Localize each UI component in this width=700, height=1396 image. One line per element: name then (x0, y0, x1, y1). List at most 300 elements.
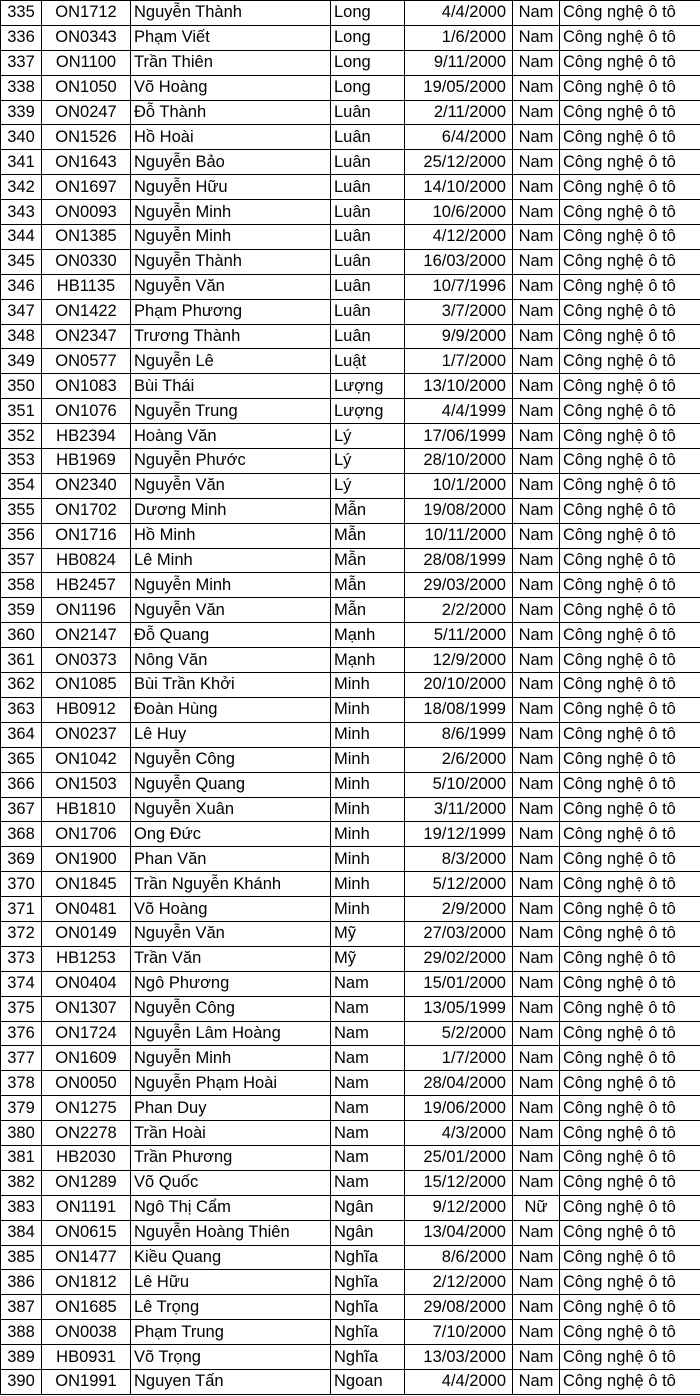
birth-date-cell: 8/3/2000 (405, 847, 513, 872)
major-cell: Công nghệ ô tô (560, 50, 700, 75)
given-name-cell: Nam (331, 1170, 405, 1195)
birth-date-cell: 29/08/2000 (405, 1295, 513, 1320)
family-and-middle-name-cell: Nguyễn Hoàng Thiên (131, 1220, 331, 1245)
table-row (1, 1270, 700, 1295)
major-cell: Công nghệ ô tô (560, 424, 700, 449)
given-name-cell: Long (331, 75, 405, 100)
student-code-cell: ON1716 (42, 523, 131, 548)
gender-cell: Nam (513, 1046, 560, 1071)
row-number-cell: 370 (1, 872, 42, 897)
given-name-cell: Mạnh (331, 623, 405, 648)
major-cell: Công nghệ ô tô (560, 100, 700, 125)
birth-date-cell: 4/3/2000 (405, 1121, 513, 1146)
student-code-cell: ON1275 (42, 1096, 131, 1121)
table-row (1, 274, 700, 299)
gender-cell: Nam (513, 399, 560, 424)
gender-cell: Nam (513, 225, 560, 250)
major-cell: Công nghệ ô tô (560, 1345, 700, 1370)
major-cell: Công nghệ ô tô (560, 150, 700, 175)
table-row (1, 424, 700, 449)
given-name-cell: Ngân (331, 1195, 405, 1220)
row-number-cell: 350 (1, 374, 42, 399)
gender-cell: Nam (513, 349, 560, 374)
given-name-cell: Mẫn (331, 598, 405, 623)
birth-date-cell: 28/08/1999 (405, 548, 513, 573)
table-row (1, 299, 700, 324)
gender-cell: Nam (513, 598, 560, 623)
row-number-cell: 363 (1, 697, 42, 722)
student-code-cell: ON0404 (42, 971, 131, 996)
birth-date-cell: 27/03/2000 (405, 921, 513, 946)
major-cell: Công nghệ ô tô (560, 274, 700, 299)
birth-date-cell: 28/10/2000 (405, 449, 513, 474)
gender-cell: Nam (513, 249, 560, 274)
birth-date-cell: 7/10/2000 (405, 1320, 513, 1345)
major-cell: Công nghệ ô tô (560, 1320, 700, 1345)
row-number-cell: 378 (1, 1071, 42, 1096)
given-name-cell: Nam (331, 996, 405, 1021)
birth-date-cell: 13/05/1999 (405, 996, 513, 1021)
major-cell: Công nghệ ô tô (560, 225, 700, 250)
major-cell: Công nghệ ô tô (560, 498, 700, 523)
gender-cell: Nam (513, 673, 560, 698)
major-cell: Công nghệ ô tô (560, 1, 700, 26)
row-number-cell: 366 (1, 772, 42, 797)
family-and-middle-name-cell: Nguyễn Trung (131, 399, 331, 424)
table-row (1, 1021, 700, 1046)
table-row (1, 1170, 700, 1195)
given-name-cell: Long (331, 25, 405, 50)
family-and-middle-name-cell: Nguyen Tấn (131, 1369, 331, 1394)
gender-cell: Nam (513, 996, 560, 1021)
major-cell: Công nghệ ô tô (560, 25, 700, 50)
given-name-cell: Luân (331, 150, 405, 175)
gender-cell: Nam (513, 1145, 560, 1170)
family-and-middle-name-cell: Ngô Thị Cẩm (131, 1195, 331, 1220)
gender-cell: Nam (513, 847, 560, 872)
table-row (1, 1245, 700, 1270)
family-and-middle-name-cell: Nguyễn Bảo (131, 150, 331, 175)
table-row (1, 1145, 700, 1170)
birth-date-cell: 14/10/2000 (405, 175, 513, 200)
row-number-cell: 358 (1, 573, 42, 598)
gender-cell: Nam (513, 1071, 560, 1096)
row-number-cell: 381 (1, 1145, 42, 1170)
given-name-cell: Luân (331, 225, 405, 250)
row-number-cell: 377 (1, 1046, 42, 1071)
table-row (1, 946, 700, 971)
student-code-cell: ON0093 (42, 200, 131, 225)
birth-date-cell: 5/12/2000 (405, 872, 513, 897)
gender-cell: Nam (513, 1170, 560, 1195)
given-name-cell: Minh (331, 747, 405, 772)
birth-date-cell: 19/06/2000 (405, 1096, 513, 1121)
table-row (1, 847, 700, 872)
student-table-body (1, 1, 700, 1395)
student-code-cell: ON1289 (42, 1170, 131, 1195)
family-and-middle-name-cell: Trần Văn (131, 946, 331, 971)
major-cell: Công nghệ ô tô (560, 324, 700, 349)
student-code-cell: ON1385 (42, 225, 131, 250)
birth-date-cell: 1/7/2000 (405, 1046, 513, 1071)
gender-cell: Nam (513, 797, 560, 822)
birth-date-cell: 4/4/2000 (405, 1369, 513, 1394)
table-row (1, 449, 700, 474)
student-code-cell: ON1526 (42, 125, 131, 150)
birth-date-cell: 9/9/2000 (405, 324, 513, 349)
student-code-cell: ON1712 (42, 1, 131, 26)
row-number-cell: 349 (1, 349, 42, 374)
table-row (1, 1195, 700, 1220)
major-cell: Công nghệ ô tô (560, 946, 700, 971)
student-code-cell: ON1196 (42, 598, 131, 623)
student-code-cell: ON1191 (42, 1195, 131, 1220)
major-cell: Công nghệ ô tô (560, 573, 700, 598)
table-row (1, 324, 700, 349)
major-cell: Công nghệ ô tô (560, 996, 700, 1021)
gender-cell: Nam (513, 299, 560, 324)
student-code-cell: ON1083 (42, 374, 131, 399)
table-row (1, 1046, 700, 1071)
major-cell: Công nghệ ô tô (560, 797, 700, 822)
given-name-cell: Minh (331, 673, 405, 698)
family-and-middle-name-cell: Nguyễn Hữu (131, 175, 331, 200)
given-name-cell: Minh (331, 697, 405, 722)
family-and-middle-name-cell: Nguyễn Xuân (131, 797, 331, 822)
student-code-cell: ON0050 (42, 1071, 131, 1096)
gender-cell: Nam (513, 473, 560, 498)
birth-date-cell: 4/4/1999 (405, 399, 513, 424)
row-number-cell: 335 (1, 1, 42, 26)
major-cell: Công nghệ ô tô (560, 1369, 700, 1394)
row-number-cell: 365 (1, 747, 42, 772)
birth-date-cell: 3/7/2000 (405, 299, 513, 324)
row-number-cell: 345 (1, 249, 42, 274)
given-name-cell: Lý (331, 473, 405, 498)
table-row (1, 971, 700, 996)
major-cell: Công nghệ ô tô (560, 971, 700, 996)
table-row (1, 225, 700, 250)
row-number-cell: 344 (1, 225, 42, 250)
family-and-middle-name-cell: Nguyễn Văn (131, 473, 331, 498)
major-cell: Công nghệ ô tô (560, 249, 700, 274)
student-code-cell: ON2147 (42, 623, 131, 648)
given-name-cell: Lượng (331, 399, 405, 424)
student-code-cell: HB2030 (42, 1145, 131, 1170)
gender-cell: Nam (513, 1121, 560, 1146)
family-and-middle-name-cell: Phạm Viết (131, 25, 331, 50)
row-number-cell: 388 (1, 1320, 42, 1345)
major-cell: Công nghệ ô tô (560, 1046, 700, 1071)
given-name-cell: Luân (331, 100, 405, 125)
birth-date-cell: 2/9/2000 (405, 897, 513, 922)
table-row (1, 1, 700, 26)
family-and-middle-name-cell: Dương Minh (131, 498, 331, 523)
row-number-cell: 372 (1, 921, 42, 946)
table-row (1, 349, 700, 374)
major-cell: Công nghệ ô tô (560, 1270, 700, 1295)
row-number-cell: 337 (1, 50, 42, 75)
family-and-middle-name-cell: Lê Minh (131, 548, 331, 573)
birth-date-cell: 2/12/2000 (405, 1270, 513, 1295)
birth-date-cell: 10/7/1996 (405, 274, 513, 299)
given-name-cell: Minh (331, 897, 405, 922)
birth-date-cell: 1/6/2000 (405, 25, 513, 50)
student-code-cell: ON0481 (42, 897, 131, 922)
major-cell: Công nghệ ô tô (560, 75, 700, 100)
family-and-middle-name-cell: Nguyễn Công (131, 996, 331, 1021)
student-code-cell: ON0343 (42, 25, 131, 50)
row-number-cell: 355 (1, 498, 42, 523)
row-number-cell: 353 (1, 449, 42, 474)
given-name-cell: Luân (331, 299, 405, 324)
birth-date-cell: 25/01/2000 (405, 1145, 513, 1170)
table-row (1, 1369, 700, 1394)
family-and-middle-name-cell: Nguyễn Minh (131, 200, 331, 225)
given-name-cell: Mỹ (331, 946, 405, 971)
given-name-cell: Minh (331, 772, 405, 797)
major-cell: Công nghệ ô tô (560, 697, 700, 722)
student-code-cell: ON1422 (42, 299, 131, 324)
table-row (1, 200, 700, 225)
birth-date-cell: 4/12/2000 (405, 225, 513, 250)
family-and-middle-name-cell: Phan Duy (131, 1096, 331, 1121)
gender-cell: Nam (513, 548, 560, 573)
student-code-cell: ON1991 (42, 1369, 131, 1394)
given-name-cell: Nghĩa (331, 1295, 405, 1320)
given-name-cell: Nghĩa (331, 1320, 405, 1345)
gender-cell: Nam (513, 897, 560, 922)
gender-cell: Nam (513, 1096, 560, 1121)
table-row (1, 1320, 700, 1345)
given-name-cell: Nam (331, 1096, 405, 1121)
table-row (1, 822, 700, 847)
major-cell: Công nghệ ô tô (560, 747, 700, 772)
gender-cell: Nam (513, 523, 560, 548)
family-and-middle-name-cell: Nguyễn Công (131, 747, 331, 772)
table-row (1, 1071, 700, 1096)
row-number-cell: 379 (1, 1096, 42, 1121)
row-number-cell: 374 (1, 971, 42, 996)
given-name-cell: Nam (331, 1121, 405, 1146)
given-name-cell: Nam (331, 1071, 405, 1096)
birth-date-cell: 8/6/2000 (405, 1245, 513, 1270)
family-and-middle-name-cell: Nguyễn Thành (131, 249, 331, 274)
row-number-cell: 339 (1, 100, 42, 125)
row-number-cell: 338 (1, 75, 42, 100)
given-name-cell: Luân (331, 175, 405, 200)
gender-cell: Nữ (513, 1195, 560, 1220)
major-cell: Công nghệ ô tô (560, 1295, 700, 1320)
table-row (1, 722, 700, 747)
gender-cell: Nam (513, 1320, 560, 1345)
family-and-middle-name-cell: Phạm Trung (131, 1320, 331, 1345)
major-cell: Công nghệ ô tô (560, 548, 700, 573)
family-and-middle-name-cell: Võ Hoàng (131, 75, 331, 100)
row-number-cell: 356 (1, 523, 42, 548)
gender-cell: Nam (513, 1220, 560, 1245)
family-and-middle-name-cell: Nguyễn Phước (131, 449, 331, 474)
given-name-cell: Nam (331, 971, 405, 996)
gender-cell: Nam (513, 374, 560, 399)
gender-cell: Nam (513, 573, 560, 598)
family-and-middle-name-cell: Nguyễn Phạm Hoài (131, 1071, 331, 1096)
gender-cell: Nam (513, 424, 560, 449)
major-cell: Công nghệ ô tô (560, 1170, 700, 1195)
table-row (1, 50, 700, 75)
family-and-middle-name-cell: Đỗ Quang (131, 623, 331, 648)
student-code-cell: ON0577 (42, 349, 131, 374)
gender-cell: Nam (513, 1295, 560, 1320)
student-code-cell: ON1702 (42, 498, 131, 523)
row-number-cell: 364 (1, 722, 42, 747)
student-code-cell: HB1253 (42, 946, 131, 971)
family-and-middle-name-cell: Võ Quốc (131, 1170, 331, 1195)
birth-date-cell: 13/04/2000 (405, 1220, 513, 1245)
row-number-cell: 371 (1, 897, 42, 922)
row-number-cell: 347 (1, 299, 42, 324)
major-cell: Công nghệ ô tô (560, 1220, 700, 1245)
family-and-middle-name-cell: Bùi Thái (131, 374, 331, 399)
table-row (1, 75, 700, 100)
gender-cell: Nam (513, 150, 560, 175)
table-row (1, 100, 700, 125)
student-code-cell: ON1307 (42, 996, 131, 1021)
family-and-middle-name-cell: Võ Trọng (131, 1345, 331, 1370)
major-cell: Công nghệ ô tô (560, 1145, 700, 1170)
table-row (1, 498, 700, 523)
birth-date-cell: 29/02/2000 (405, 946, 513, 971)
row-number-cell: 367 (1, 797, 42, 822)
family-and-middle-name-cell: Trần Nguyễn Khánh (131, 872, 331, 897)
gender-cell: Nam (513, 1369, 560, 1394)
gender-cell: Nam (513, 274, 560, 299)
table-row (1, 1345, 700, 1370)
student-code-cell: ON2347 (42, 324, 131, 349)
given-name-cell: Minh (331, 797, 405, 822)
row-number-cell: 386 (1, 1270, 42, 1295)
birth-date-cell: 13/03/2000 (405, 1345, 513, 1370)
given-name-cell: Minh (331, 722, 405, 747)
birth-date-cell: 28/04/2000 (405, 1071, 513, 1096)
birth-date-cell: 10/1/2000 (405, 473, 513, 498)
row-number-cell: 373 (1, 946, 42, 971)
major-cell: Công nghệ ô tô (560, 598, 700, 623)
family-and-middle-name-cell: Bùi Trần Khởi (131, 673, 331, 698)
row-number-cell: 352 (1, 424, 42, 449)
birth-date-cell: 3/11/2000 (405, 797, 513, 822)
row-number-cell: 340 (1, 125, 42, 150)
major-cell: Công nghệ ô tô (560, 1245, 700, 1270)
major-cell: Công nghệ ô tô (560, 921, 700, 946)
birth-date-cell: 15/01/2000 (405, 971, 513, 996)
student-code-cell: ON1050 (42, 75, 131, 100)
gender-cell: Nam (513, 25, 560, 50)
birth-date-cell: 16/03/2000 (405, 249, 513, 274)
major-cell: Công nghệ ô tô (560, 1021, 700, 1046)
birth-date-cell: 25/12/2000 (405, 150, 513, 175)
student-code-cell: ON1845 (42, 872, 131, 897)
given-name-cell: Mẫn (331, 523, 405, 548)
given-name-cell: Mẫn (331, 548, 405, 573)
table-row (1, 623, 700, 648)
gender-cell: Nam (513, 50, 560, 75)
birth-date-cell: 17/06/1999 (405, 424, 513, 449)
major-cell: Công nghệ ô tô (560, 125, 700, 150)
student-code-cell: HB2394 (42, 424, 131, 449)
family-and-middle-name-cell: Nông Văn (131, 648, 331, 673)
given-name-cell: Luật (331, 349, 405, 374)
row-number-cell: 354 (1, 473, 42, 498)
family-and-middle-name-cell: Trần Hoài (131, 1121, 331, 1146)
row-number-cell: 383 (1, 1195, 42, 1220)
family-and-middle-name-cell: Lê Trọng (131, 1295, 331, 1320)
birth-date-cell: 5/11/2000 (405, 623, 513, 648)
student-code-cell: ON0373 (42, 648, 131, 673)
row-number-cell: 341 (1, 150, 42, 175)
birth-date-cell: 18/08/1999 (405, 697, 513, 722)
family-and-middle-name-cell: Nguyễn Văn (131, 598, 331, 623)
table-row (1, 1220, 700, 1245)
row-number-cell: 390 (1, 1369, 42, 1394)
family-and-middle-name-cell: Kiều Quang (131, 1245, 331, 1270)
given-name-cell: Ngân (331, 1220, 405, 1245)
student-code-cell: ON1900 (42, 847, 131, 872)
row-number-cell: 387 (1, 1295, 42, 1320)
birth-date-cell: 2/2/2000 (405, 598, 513, 623)
birth-date-cell: 10/6/2000 (405, 200, 513, 225)
row-number-cell: 385 (1, 1245, 42, 1270)
given-name-cell: Nam (331, 1145, 405, 1170)
given-name-cell: Mẫn (331, 498, 405, 523)
major-cell: Công nghệ ô tô (560, 473, 700, 498)
family-and-middle-name-cell: Nguyễn Thành (131, 1, 331, 26)
student-code-cell: ON2340 (42, 473, 131, 498)
birth-date-cell: 12/9/2000 (405, 648, 513, 673)
row-number-cell: 389 (1, 1345, 42, 1370)
gender-cell: Nam (513, 175, 560, 200)
family-and-middle-name-cell: Nguyễn Minh (131, 1046, 331, 1071)
given-name-cell: Long (331, 1, 405, 26)
family-and-middle-name-cell: Trần Thiên (131, 50, 331, 75)
gender-cell: Nam (513, 822, 560, 847)
major-cell: Công nghệ ô tô (560, 897, 700, 922)
gender-cell: Nam (513, 697, 560, 722)
birth-date-cell: 9/11/2000 (405, 50, 513, 75)
student-code-cell: ON1503 (42, 772, 131, 797)
table-row (1, 548, 700, 573)
gender-cell: Nam (513, 1270, 560, 1295)
given-name-cell: Minh (331, 822, 405, 847)
given-name-cell: Luân (331, 249, 405, 274)
row-number-cell: 361 (1, 648, 42, 673)
student-code-cell: HB0931 (42, 1345, 131, 1370)
major-cell: Công nghệ ô tô (560, 523, 700, 548)
student-code-cell: ON0247 (42, 100, 131, 125)
table-row (1, 399, 700, 424)
gender-cell: Nam (513, 324, 560, 349)
student-code-cell: ON0038 (42, 1320, 131, 1345)
birth-date-cell: 6/4/2000 (405, 125, 513, 150)
row-number-cell: 357 (1, 548, 42, 573)
major-cell: Công nghệ ô tô (560, 772, 700, 797)
student-code-cell: ON2278 (42, 1121, 131, 1146)
given-name-cell: Luân (331, 125, 405, 150)
gender-cell: Nam (513, 946, 560, 971)
major-cell: Công nghệ ô tô (560, 1121, 700, 1146)
major-cell: Công nghệ ô tô (560, 648, 700, 673)
table-row (1, 175, 700, 200)
